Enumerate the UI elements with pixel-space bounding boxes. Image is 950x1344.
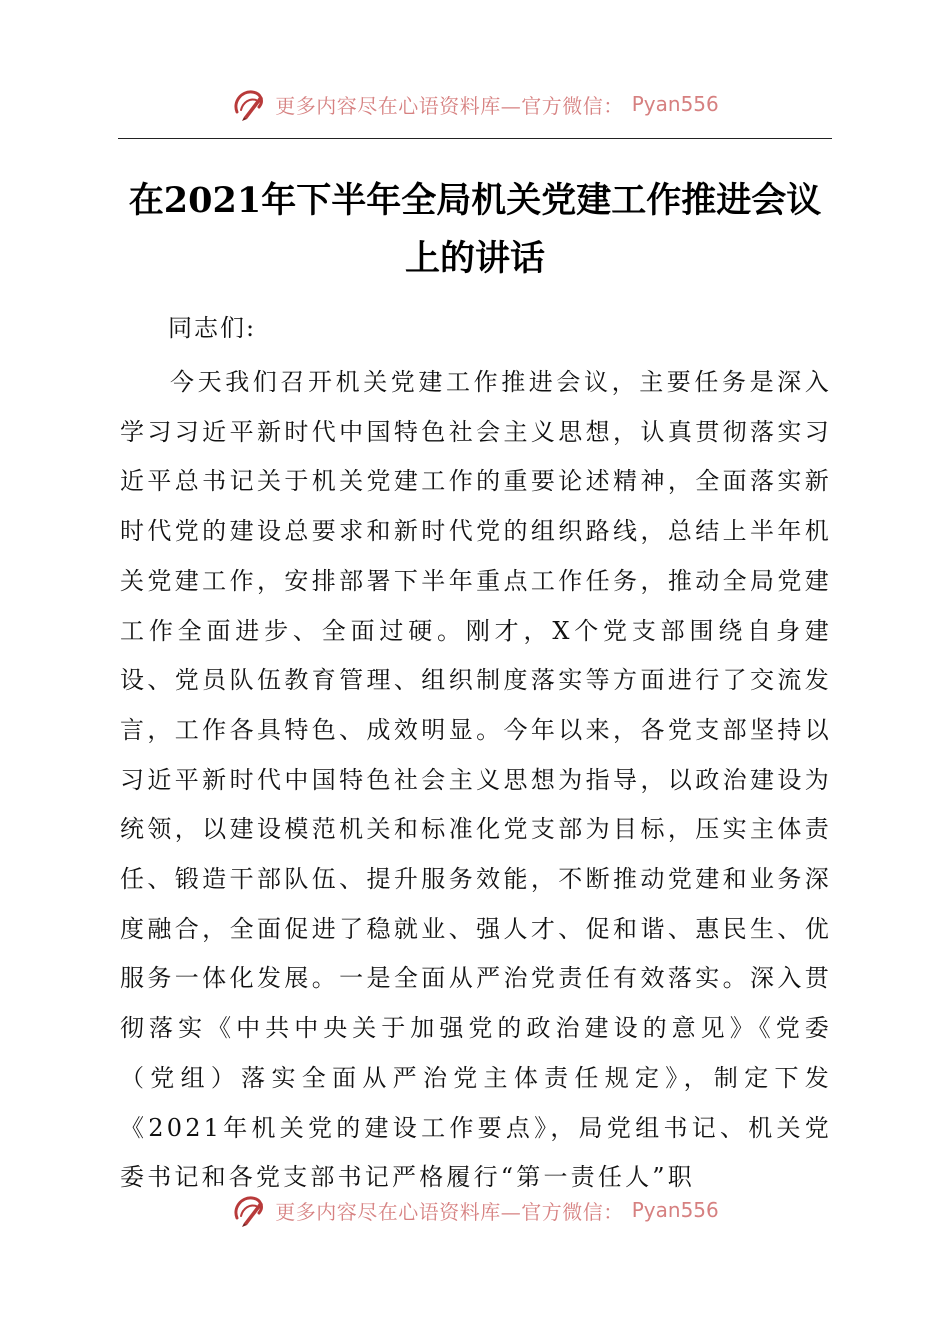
body-paragraph: 今天我们召开机关党建工作推进会议，主要任务是深入学习习近平新时代中国特色社会主义思想，认真贯彻落实习近平总书记关于机关党建工作的重要论述精神，全面落实新时代党的建设总要求和新时代党的组织路线，总结上半年机关党建工作，安排部署下半年重点工作任务，推动全局党建工作全面进步、全面过硬。刚才，X个党支部围绕自身建设、党员队伍教育管理、组织制度落实等方面进行了交流发言，工作各具特色、成效明显。今年以来，各党支部坚持以习近平新时代中国特色社会主义思想为指导，以政治建设为统领，以建设模范机关和标准化党支部为目标，压实主体责任、锻造干部队伍、提升服务效能，不断推动党建和业务深度融合，全面促进了稳就业、强人才、促和谐、惠民生、优服务一体化发展。一是全面从严治党责任有效落实。深入贯彻落实《中共中央关于加强党的政治建设的意见》《党委（党组）落实全面从严治党主体责任规定》，制定下发《2021年机关党的建设工作要点》，局党组书记、机关党委书记和各党支部书记严格履行“第一责任人”职 xyxy=(120,368,832,1192)
salutation: 同志们: xyxy=(168,314,257,342)
document-title: 在2021年下半年全局机关党建工作推进会议上的讲话 xyxy=(128,180,822,279)
banner-wechat-id: Pyan556 xyxy=(631,92,719,116)
footer-banner xyxy=(0,1190,950,1230)
pen-swirl-logo-icon xyxy=(231,86,267,122)
pen-swirl-logo-icon xyxy=(231,1192,267,1228)
banner-text: 更多内容尽在心语资料库—官方微信： xyxy=(275,1199,624,1224)
header-divider xyxy=(118,138,832,139)
header-banner xyxy=(0,84,950,124)
banner-wechat-id: Pyan556 xyxy=(631,1198,719,1222)
banner-text: 更多内容尽在心语资料库—官方微信： xyxy=(275,93,624,118)
